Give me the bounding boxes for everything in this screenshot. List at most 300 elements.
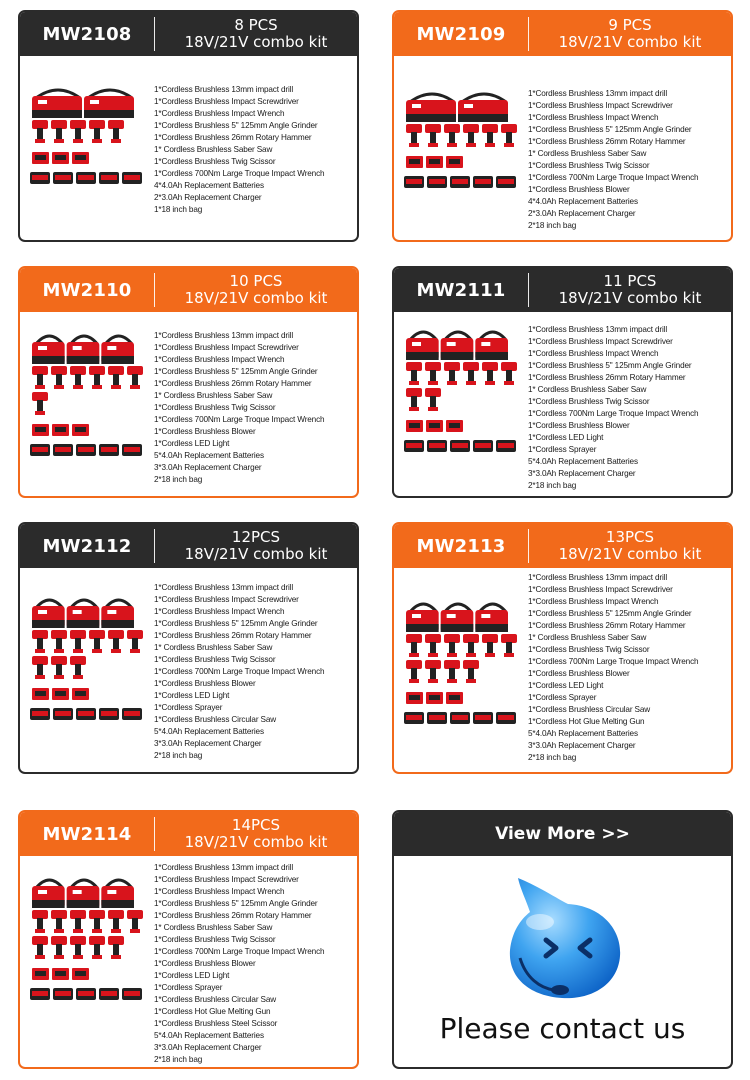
product-photo	[20, 84, 154, 216]
spec-item: 1*Cordless Brushless 26mm Rotary Hammer	[154, 133, 312, 142]
power-tool	[406, 362, 422, 385]
spec-item: 4*4.0Ah Replacement Batteries	[154, 181, 264, 190]
spec-list	[154, 582, 351, 762]
battery	[427, 176, 447, 188]
battery	[99, 172, 119, 184]
product-photo	[20, 330, 154, 462]
spec-item: 2*18 inch bag	[528, 481, 577, 490]
power-tool	[70, 656, 86, 679]
power-tool	[51, 936, 67, 959]
battery	[122, 444, 142, 456]
power-tool	[444, 362, 460, 385]
spec-item: 1*Cordless Sprayer	[154, 983, 223, 992]
spec-item: 1*Cordless Brushless Twig Scissor	[154, 157, 276, 166]
spec-item: 1*Cordless Brushless Impact Wrench	[528, 113, 659, 122]
tool-bag	[441, 604, 474, 632]
kit-title	[529, 17, 731, 51]
kit-subtitle: 18V/21V combo kit	[184, 833, 328, 851]
spec-item: 2*18 inch bag	[528, 221, 577, 230]
spec-item: 1*Cordless Brushless Impact Wrench	[154, 607, 285, 616]
tool-bag	[67, 336, 100, 364]
spec-item: 1* Cordless Brushless Saber Saw	[528, 149, 647, 158]
battery	[473, 176, 493, 188]
power-tool	[32, 392, 48, 415]
spec-item: 1* Cordless Brushless Saber Saw	[528, 633, 647, 642]
battery	[99, 708, 119, 720]
spec-item: 2*18 inch bag	[154, 1055, 203, 1064]
spec-item: 1*Cordless Brushless Impact Screwdriver	[528, 337, 673, 346]
power-tool	[108, 936, 124, 959]
tool-bag	[458, 94, 508, 122]
card-header	[20, 524, 357, 568]
tool-bag	[67, 880, 100, 908]
card-header	[394, 268, 731, 312]
spec-item: 1*Cordless 700Nm Large Troque Impact Wrench	[528, 657, 699, 666]
battery	[122, 988, 142, 1000]
charger	[52, 688, 69, 700]
charger	[52, 968, 69, 980]
charger	[32, 688, 49, 700]
power-tool	[32, 120, 48, 143]
tool-bag	[67, 600, 100, 628]
product-photo	[394, 326, 528, 458]
battery	[450, 712, 470, 724]
power-tool	[463, 362, 479, 385]
battery	[76, 444, 96, 456]
spec-item: 5*4.0Ah Replacement Batteries	[154, 727, 264, 736]
charger	[72, 424, 89, 436]
kit-subtitle: 18V/21V combo kit	[558, 33, 702, 51]
spec-item: 1*Cordless Brushless Impact Wrench	[528, 349, 659, 358]
battery	[427, 712, 447, 724]
power-tool	[108, 120, 124, 143]
kit-subtitle: 18V/21V combo kit	[184, 33, 328, 51]
charger	[426, 692, 443, 704]
power-tool	[406, 124, 422, 147]
spec-item: 1*Cordless Brushless 13mm impact drill	[154, 583, 293, 592]
product-image	[24, 874, 152, 1006]
power-tool	[501, 634, 517, 657]
spec-item: 1*Cordless Brushless Circular Saw	[154, 995, 277, 1004]
power-tool	[425, 362, 441, 385]
spec-item: 3*3.0Ah Replacement Charger	[528, 741, 636, 750]
spec-item: 1*Cordless 700Nm Large Troque Impact Wrench	[528, 173, 699, 182]
piece-count: 10 PCS	[229, 272, 283, 290]
tool-bag	[406, 94, 456, 122]
power-tool	[444, 124, 460, 147]
power-tool	[108, 366, 124, 389]
power-tool	[482, 634, 498, 657]
spec-item: 1*Cordless Brushless Twig Scissor	[154, 935, 276, 944]
power-tool	[32, 936, 48, 959]
spec-list	[154, 330, 351, 486]
battery	[450, 176, 470, 188]
spec-item: 1*Cordless Brushless Impact Screwdriver	[528, 585, 673, 594]
charger	[406, 692, 423, 704]
spec-item: 1*Cordless Brushless Twig Scissor	[154, 403, 276, 412]
spec-item: 1* Cordless Brushless Saber Saw	[154, 145, 273, 154]
spec-item: 1*Cordless Brushless 13mm impact drill	[154, 863, 293, 872]
spec-item: 1*Cordless Brushless 26mm Rotary Hammer	[528, 137, 686, 146]
kit-title	[529, 273, 731, 307]
spec-item: 1*Cordless Brushless 5" 125mm Angle Grinder	[154, 619, 318, 628]
spec-item: 1*Cordless Brushless 26mm Rotary Hammer	[154, 911, 312, 920]
power-tool	[51, 366, 67, 389]
spec-item: 1*Cordless Brushless Blower	[154, 959, 256, 968]
power-tool	[70, 910, 86, 933]
power-tool	[70, 630, 86, 653]
spec-item: 1*Cordless Brushless Circular Saw	[154, 715, 277, 724]
charger	[406, 420, 423, 432]
spec-item: 1* Cordless Brushless Saber Saw	[528, 385, 647, 394]
power-tool	[482, 124, 498, 147]
spec-item: 1*Cordless Brushless Impact Screwdriver	[154, 343, 299, 352]
card-header	[394, 524, 731, 568]
spec-item: 5*4.0Ah Replacement Batteries	[154, 451, 264, 460]
spec-item: 1*Cordless 700Nm Large Troque Impact Wrench	[154, 169, 325, 178]
battery	[53, 988, 73, 1000]
spec-item: 1*18 inch bag	[154, 205, 203, 214]
charger	[32, 152, 49, 164]
charger	[72, 688, 89, 700]
spec-item: 1*Cordless Sprayer	[528, 445, 597, 454]
power-tool	[463, 634, 479, 657]
spec-item: 1*Cordless Brushless Twig Scissor	[154, 655, 276, 664]
power-tool	[51, 910, 67, 933]
product-image	[24, 84, 152, 216]
tool-bag	[475, 604, 508, 632]
card-header	[394, 12, 731, 56]
spec-item: 1*Cordless Brushless 5" 125mm Angle Grinder	[154, 899, 318, 908]
battery	[473, 440, 493, 452]
spec-item: 5*4.0Ah Replacement Batteries	[528, 457, 638, 466]
power-tool	[70, 120, 86, 143]
spec-item: 1*Cordless Brushless Impact Wrench	[154, 355, 285, 364]
tool-bag	[101, 336, 134, 364]
power-tool	[444, 634, 460, 657]
spec-item: 1*Cordless Brushless Blower	[528, 421, 630, 430]
power-tool	[89, 120, 105, 143]
model-number: MW2110	[42, 279, 132, 301]
battery	[427, 440, 447, 452]
spec-item: 1*Cordless Brushless Blower	[528, 669, 630, 678]
spec-item: 1*Cordless Brushless Blower	[154, 427, 256, 436]
model-number: MW2112	[42, 535, 132, 557]
battery	[30, 172, 50, 184]
product-card-mw2112[interactable]	[18, 522, 359, 774]
spec-item: 1*Cordless Brushless 13mm impact drill	[528, 325, 667, 334]
spec-item: 1*Cordless Brushless 5" 125mm Angle Grinder	[154, 367, 318, 376]
battery	[122, 708, 142, 720]
model-number: MW2109	[416, 23, 506, 45]
battery	[450, 440, 470, 452]
product-card-mw2109[interactable]	[392, 10, 733, 242]
piece-count: 13PCS	[605, 528, 655, 546]
piece-count: 8 PCS	[234, 16, 278, 34]
power-tool	[32, 656, 48, 679]
charger	[72, 968, 89, 980]
spec-item: 1*Cordless Brushless 26mm Rotary Hammer	[528, 621, 686, 630]
power-tool	[425, 124, 441, 147]
power-tool	[425, 388, 441, 411]
tool-bag	[32, 90, 82, 118]
spec-list	[528, 324, 725, 492]
tool-bag	[441, 332, 474, 360]
kit-subtitle: 18V/21V combo kit	[184, 545, 328, 563]
charger	[446, 156, 463, 168]
power-tool	[32, 630, 48, 653]
power-tool	[108, 910, 124, 933]
kit-subtitle: 18V/21V combo kit	[184, 289, 328, 307]
tool-bag	[32, 880, 65, 908]
piece-count: 12PCS	[231, 528, 281, 546]
power-tool	[89, 910, 105, 933]
spec-item: 1*Cordless Brushless Circular Saw	[528, 705, 651, 714]
spec-item: 2*3.0Ah Replacement Charger	[528, 209, 636, 218]
battery	[99, 988, 119, 1000]
battery	[30, 988, 50, 1000]
battery	[122, 172, 142, 184]
battery	[99, 444, 119, 456]
product-photo	[20, 594, 154, 726]
kit-title	[155, 273, 357, 307]
power-tool	[463, 124, 479, 147]
header-divider	[154, 273, 155, 307]
view-more-button[interactable]: View More >>	[394, 812, 731, 856]
power-tool	[406, 388, 422, 411]
power-tool	[127, 630, 143, 653]
charger	[32, 424, 49, 436]
spec-item: 5*4.0Ah Replacement Batteries	[528, 729, 638, 738]
kit-title	[155, 817, 357, 851]
power-tool	[425, 634, 441, 657]
spec-item: 1*Cordless Brushless Impact Wrench	[154, 109, 285, 118]
spec-item: 1* Cordless Brushless Saber Saw	[154, 391, 273, 400]
spec-item: 2*18 inch bag	[528, 753, 577, 762]
spec-list	[154, 84, 351, 216]
spec-item: 1*Cordless 700Nm Large Troque Impact Wrench	[528, 409, 699, 418]
product-image	[24, 330, 152, 462]
product-photo	[20, 874, 154, 1006]
spec-item: 3*3.0Ah Replacement Charger	[154, 463, 262, 472]
power-tool	[406, 660, 422, 683]
power-tool	[425, 660, 441, 683]
battery	[496, 176, 516, 188]
kit-subtitle: 18V/21V combo kit	[558, 289, 702, 307]
spec-item: 3*3.0Ah Replacement Charger	[154, 739, 262, 748]
battery	[53, 708, 73, 720]
spec-item: 1*Cordless Brushless 26mm Rotary Hammer	[528, 373, 686, 382]
power-tool	[32, 910, 48, 933]
spec-item: 1*Cordless Brushless Impact Screwdriver	[154, 875, 299, 884]
kit-title	[155, 529, 357, 563]
battery	[404, 712, 424, 724]
spec-item: 2*18 inch bag	[154, 751, 203, 760]
contact-text: Please contact us	[439, 1012, 686, 1045]
battery	[53, 444, 73, 456]
model-number: MW2114	[42, 823, 132, 845]
product-image	[24, 594, 152, 726]
spec-item: 1*Cordless Brushless 26mm Rotary Hammer	[154, 379, 312, 388]
spec-item: 1*Cordless 700Nm Large Troque Impact Wrench	[154, 947, 325, 956]
spec-item: 1*Cordless Brushless Impact Wrench	[528, 597, 659, 606]
power-tool	[463, 660, 479, 683]
spec-item: 1*Cordless Hot Glue Melting Gun	[154, 1007, 271, 1016]
tool-bag	[101, 600, 134, 628]
spec-item: 1*Cordless LED Light	[154, 439, 230, 448]
product-image	[398, 598, 526, 730]
charger	[72, 152, 89, 164]
spec-item: 1*Cordless 700Nm Large Troque Impact Wrench	[154, 667, 325, 676]
product-image	[398, 326, 526, 458]
charger	[426, 156, 443, 168]
kit-title	[155, 17, 357, 51]
charger	[52, 152, 69, 164]
battery	[404, 440, 424, 452]
spec-item: 1*Cordless Brushless 13mm impact drill	[528, 89, 667, 98]
charger	[52, 424, 69, 436]
spec-item: 1*Cordless 700Nm Large Troque Impact Wrench	[154, 415, 325, 424]
tool-bag	[406, 604, 439, 632]
product-card-mw2111[interactable]	[392, 266, 733, 498]
spec-item: 1*Cordless Brushless Blower	[528, 185, 630, 194]
power-tool	[51, 120, 67, 143]
support-mascot-icon	[490, 874, 630, 1004]
kit-subtitle: 18V/21V combo kit	[558, 545, 702, 563]
battery	[496, 440, 516, 452]
charger	[426, 420, 443, 432]
header-divider	[528, 529, 529, 563]
header-divider	[528, 17, 529, 51]
tool-bag	[101, 880, 134, 908]
piece-count: 11 PCS	[603, 272, 657, 290]
battery	[30, 444, 50, 456]
spec-item: 1*Cordless Brushless 5" 125mm Angle Grinder	[528, 125, 692, 134]
spec-item: 1*Cordless Brushless 5" 125mm Angle Grinder	[528, 609, 692, 618]
product-photo	[394, 598, 528, 730]
spec-item: 1*Cordless Brushless Impact Screwdriver	[154, 595, 299, 604]
tool-bag	[32, 600, 65, 628]
spec-item: 1*Cordless Brushless Impact Screwdriver	[528, 101, 673, 110]
power-tool	[89, 630, 105, 653]
card-header	[20, 268, 357, 312]
header-divider	[154, 817, 155, 851]
product-photo	[394, 88, 528, 220]
tool-bag	[475, 332, 508, 360]
power-tool	[501, 124, 517, 147]
header-divider	[154, 17, 155, 51]
spec-item: 1*Cordless Brushless 13mm impact drill	[154, 85, 293, 94]
spec-item: 3*3.0Ah Replacement Charger	[528, 469, 636, 478]
spec-item: 1* Cordless Brushless Saber Saw	[154, 923, 273, 932]
model-number: MW2108	[42, 23, 132, 45]
battery	[496, 712, 516, 724]
power-tool	[444, 660, 460, 683]
charger	[406, 156, 423, 168]
spec-item: 1*Cordless LED Light	[528, 433, 604, 442]
power-tool	[108, 630, 124, 653]
tool-bag	[406, 332, 439, 360]
product-card-mw2108[interactable]	[18, 10, 359, 242]
piece-count: 9 PCS	[608, 16, 652, 34]
spec-item: 1*Cordless Sprayer	[154, 703, 223, 712]
header-divider	[154, 529, 155, 563]
power-tool	[70, 936, 86, 959]
spec-item: 3*3.0Ah Replacement Charger	[154, 1043, 262, 1052]
spec-item: 1*Cordless Brushless 5" 125mm Angle Grinder	[154, 121, 318, 130]
power-tool	[89, 366, 105, 389]
spec-item: 1*Cordless Brushless 26mm Rotary Hammer	[154, 631, 312, 640]
power-tool	[406, 634, 422, 657]
spec-item: 1*Cordless Brushless Blower	[154, 679, 256, 688]
power-tool	[51, 630, 67, 653]
product-card-mw2114[interactable]	[18, 810, 359, 1069]
battery	[76, 988, 96, 1000]
product-card-mw2110[interactable]	[18, 266, 359, 498]
charger	[446, 420, 463, 432]
card-header	[20, 12, 357, 56]
kit-title	[529, 529, 731, 563]
spec-item: 2*3.0Ah Replacement Charger	[154, 193, 262, 202]
model-number: MW2113	[416, 535, 506, 557]
spec-item: 1*Cordless LED Light	[154, 691, 230, 700]
spec-item: 1*Cordless Sprayer	[528, 693, 597, 702]
power-tool	[127, 910, 143, 933]
power-tool	[501, 362, 517, 385]
view-more-card[interactable]	[392, 810, 733, 1069]
spec-item: 1*Cordless Hot Glue Melting Gun	[528, 717, 645, 726]
spec-item: 1*Cordless Brushless Steel Scissor	[154, 1019, 278, 1028]
product-image	[398, 88, 526, 220]
card-header	[20, 812, 357, 856]
battery	[76, 708, 96, 720]
spec-item: 1*Cordless Brushless Twig Scissor	[528, 397, 650, 406]
spec-item: 1*Cordless Brushless Impact Screwdriver	[154, 97, 299, 106]
header-divider	[528, 273, 529, 307]
spec-item: 1*Cordless Brushless Twig Scissor	[528, 161, 650, 170]
battery	[473, 712, 493, 724]
tool-bag	[32, 336, 65, 364]
spec-item: 2*18 inch bag	[154, 475, 203, 484]
power-tool	[127, 366, 143, 389]
power-tool	[70, 366, 86, 389]
spec-item: 1*Cordless LED Light	[528, 681, 604, 690]
power-tool	[51, 656, 67, 679]
battery	[53, 172, 73, 184]
battery	[30, 708, 50, 720]
spec-item: 1*Cordless Brushless 13mm impact drill	[528, 573, 667, 582]
spec-list	[528, 572, 725, 764]
piece-count: 14PCS	[231, 816, 281, 834]
spec-item: 1* Cordless Brushless Saber Saw	[154, 643, 273, 652]
battery	[76, 172, 96, 184]
spec-item: 1*Cordless Brushless Impact Wrench	[154, 887, 285, 896]
battery	[404, 176, 424, 188]
product-card-mw2113[interactable]	[392, 522, 733, 774]
spec-list	[154, 862, 351, 1066]
charger	[32, 968, 49, 980]
charger	[446, 692, 463, 704]
spec-item: 1*Cordless Brushless Twig Scissor	[528, 645, 650, 654]
spec-item: 1*Cordless Brushless 13mm impact drill	[154, 331, 293, 340]
power-tool	[482, 362, 498, 385]
spec-item: 1*Cordless Brushless 5" 125mm Angle Grinder	[528, 361, 692, 370]
model-number: MW2111	[416, 279, 506, 301]
spec-list	[528, 88, 725, 232]
spec-item: 5*4.0Ah Replacement Batteries	[154, 1031, 264, 1040]
spec-item: 1*Cordless LED Light	[154, 971, 230, 980]
spec-item: 4*4.0Ah Replacement Batteries	[528, 197, 638, 206]
